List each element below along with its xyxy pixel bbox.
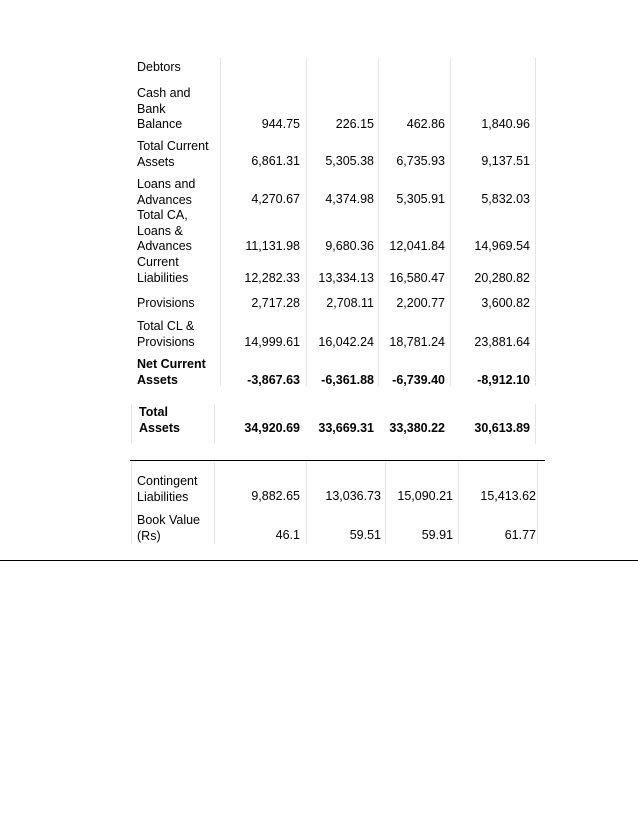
column-rule bbox=[537, 462, 538, 544]
cell-value: 14,999.61 bbox=[244, 335, 300, 349]
cell-value: 16,042.24 bbox=[318, 335, 374, 349]
row-label: Loans and Advances bbox=[137, 177, 196, 207]
cell-value: 2,708.11 bbox=[326, 296, 374, 310]
cell-value: 59.91 bbox=[421, 528, 453, 542]
cell-value: 6,861.31 bbox=[251, 154, 300, 168]
column-rule bbox=[131, 462, 132, 544]
column-rule bbox=[450, 58, 451, 386]
page-divider bbox=[0, 560, 638, 561]
cell-value: 59.51 bbox=[349, 528, 381, 542]
row-label: Book Value (Rs) bbox=[137, 513, 201, 543]
cell-value: 5,305.91 bbox=[396, 192, 445, 206]
cell-value: 61.77 bbox=[504, 528, 536, 542]
cell-value: 34,920.69 bbox=[244, 421, 300, 435]
cell-value: 944.75 bbox=[261, 117, 300, 131]
cell-value: 9,680.36 bbox=[325, 239, 374, 253]
cell-value: 1,840.96 bbox=[481, 117, 530, 131]
cell-value: -6,361.88 bbox=[321, 373, 374, 387]
cell-value: 226.15 bbox=[335, 117, 374, 131]
cell-value: 14,969.54 bbox=[474, 239, 530, 253]
cell-value: -8,912.10 bbox=[477, 373, 530, 387]
row-label: Total Assets bbox=[139, 405, 180, 435]
column-rule bbox=[385, 462, 386, 544]
cell-value: 5,832.03 bbox=[481, 192, 530, 206]
column-rule bbox=[220, 58, 221, 386]
cell-value: 13,334.13 bbox=[318, 271, 374, 285]
cell-value: 46.1 bbox=[275, 528, 300, 542]
row-label: Current Liabilities bbox=[137, 255, 189, 285]
cell-value: 4,374.98 bbox=[325, 192, 374, 206]
column-rule bbox=[378, 58, 379, 386]
cell-value: 20,280.82 bbox=[474, 271, 530, 285]
column-rule bbox=[458, 462, 459, 544]
cell-value: 33,669.31 bbox=[318, 421, 374, 435]
cell-value: 3,600.82 bbox=[481, 296, 530, 310]
column-rule bbox=[535, 404, 536, 444]
cell-value: 462.86 bbox=[406, 117, 445, 131]
cell-value: -3,867.63 bbox=[247, 373, 300, 387]
cell-value: 23,881.64 bbox=[474, 335, 530, 349]
row-label: Provisions bbox=[137, 296, 195, 310]
row-label: Contingent Liabilities bbox=[137, 474, 198, 504]
cell-value: 12,282.33 bbox=[244, 271, 300, 285]
column-rule bbox=[131, 404, 132, 444]
cell-value: 16,580.47 bbox=[389, 271, 445, 285]
cell-value: 33,380.22 bbox=[389, 421, 445, 435]
row-label: Total CL & Provisions bbox=[137, 319, 195, 349]
row-label: Net Current Assets bbox=[137, 357, 206, 387]
row-label: Total CA, Loans & Advances bbox=[137, 208, 192, 253]
cell-value: 13,036.73 bbox=[325, 489, 381, 503]
cell-value: 30,613.89 bbox=[474, 421, 530, 435]
cell-value: 5,305.38 bbox=[325, 154, 374, 168]
column-rule bbox=[306, 462, 307, 544]
cell-value: 15,413.62 bbox=[480, 489, 536, 503]
cell-value: 9,137.51 bbox=[481, 154, 530, 168]
cell-value: 12,041.84 bbox=[389, 239, 445, 253]
cell-value: 9,882.65 bbox=[251, 489, 300, 503]
column-rule bbox=[306, 58, 307, 386]
cell-value: 2,717.28 bbox=[251, 296, 300, 310]
cell-value: 6,735.93 bbox=[396, 154, 445, 168]
cell-value: 11,131.98 bbox=[245, 239, 300, 253]
column-rule bbox=[535, 58, 536, 386]
cell-value: 18,781.24 bbox=[389, 335, 445, 349]
table-divider bbox=[130, 460, 545, 461]
cell-value: 15,090.21 bbox=[397, 489, 453, 503]
row-label: Cash and Bank Balance bbox=[137, 86, 191, 131]
row-label: Debtors bbox=[137, 60, 181, 74]
cell-value: 2,200.77 bbox=[396, 296, 445, 310]
cell-value: 4,270.67 bbox=[251, 192, 300, 206]
row-label: Total Current Assets bbox=[137, 139, 209, 169]
cell-value: -6,739.40 bbox=[392, 373, 445, 387]
